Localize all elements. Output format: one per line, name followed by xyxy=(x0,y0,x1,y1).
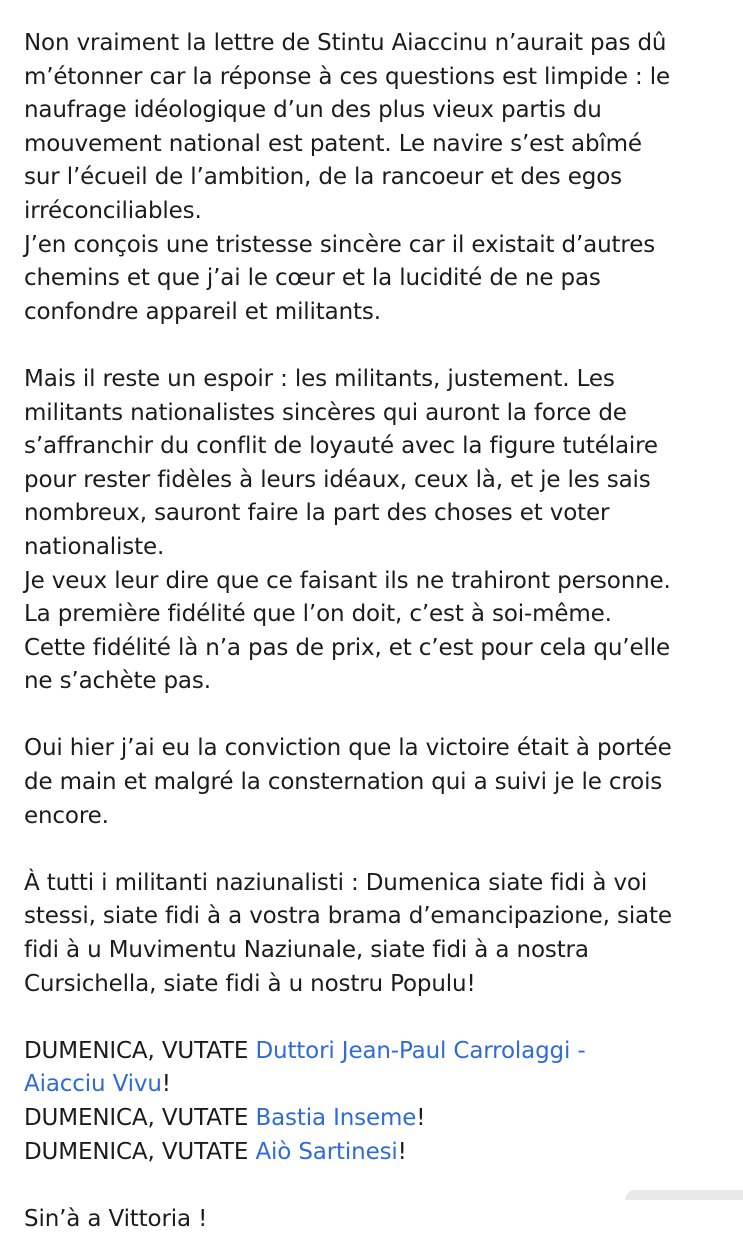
paragraph-4 xyxy=(24,867,736,1001)
text-line: J’en conçois une tristesse sincère car il existait d’autres xyxy=(24,231,656,258)
vote-call-suffix: ! xyxy=(161,1071,171,1098)
text-line: Oui hier j’ai eu la conviction que la victoire était à portée xyxy=(24,735,672,762)
paragraph-gap xyxy=(24,1001,736,1035)
vote-call-line xyxy=(24,1035,736,1069)
text-line: À tutti i militanti naziunalisti : Dumenica siate fidi à voi xyxy=(24,869,648,896)
paragraph-gap xyxy=(24,833,736,867)
text-line: s’affranchir du conflit de loyauté avec la figure tutélaire xyxy=(24,433,658,460)
vote-call-line xyxy=(24,1068,736,1102)
mention-link-aiacciu-vivu[interactable]: Aiacciu Vivu xyxy=(24,1071,162,1098)
text-line: fidi à u Muvimentu Naziunale, siate fidi à a nostra xyxy=(24,937,589,964)
text-line: m’étonner car la réponse à ces questions est limpide : le xyxy=(24,63,671,90)
text-line: La première fidélité que l’on doit, c’est à soi-même. xyxy=(24,601,612,628)
text-line: militants nationalistes sincères qui auront la force de xyxy=(24,399,627,426)
vote-call-prefix: DUMENICA, VUTATE xyxy=(24,1138,256,1165)
mention-link-carrolaggi[interactable]: Duttori Jean-Paul Carrolaggi - xyxy=(255,1037,586,1064)
text-line: sur l’écueil de l’ambition, de la rancoeur et des egos xyxy=(24,164,622,191)
text-line: Je veux leur dire que ce faisant ils ne trahiront personne. xyxy=(24,567,671,594)
text-line: pour rester fidèles à leurs idéaux, ceux là, et je les sais xyxy=(24,466,651,493)
text-line: nombreux, sauront faire la part des choses et voter xyxy=(24,500,610,527)
paragraph-gap xyxy=(24,329,736,363)
text-line: Cursichella, siate fidi à u nostru Populu! xyxy=(24,970,476,997)
text-line: nationaliste. xyxy=(24,533,165,560)
text-line: ne s’achète pas. xyxy=(24,668,211,695)
text-line: mouvement national est patent. Le navire s’est abîmé xyxy=(24,130,642,157)
vote-call-suffix: ! xyxy=(397,1138,407,1165)
paragraph-3 xyxy=(24,732,736,833)
paragraph-1 xyxy=(24,27,736,329)
bottom-edge-bar xyxy=(625,1190,743,1200)
mention-link-bastia-inseme[interactable]: Bastia Inseme xyxy=(255,1105,417,1131)
paragraph-2 xyxy=(24,363,736,699)
text-line: Non vraiment la lettre de Stintu Aiaccinu n’aurait pas dû xyxy=(24,30,667,56)
mention-link-aio-sartinesi[interactable]: Aiò Sartinesi xyxy=(255,1138,398,1165)
vote-call-suffix: ! xyxy=(416,1105,426,1131)
text-line: de main et malgré la consternation qui a suivi je le crois xyxy=(24,769,663,796)
post-body xyxy=(24,27,736,1236)
text-line: irréconciliables. xyxy=(24,197,202,224)
text-line: confondre appareil et militants. xyxy=(24,298,381,325)
text-line: Cette fidélité là n’a pas de prix, et c’est pour cela qu’elle xyxy=(24,634,670,661)
closing-line: Sin’à a Vittoria ! xyxy=(24,1205,208,1232)
text-line: naufrage idéologique d’un des plus vieux partis du xyxy=(24,97,602,124)
vote-call-prefix: DUMENICA, VUTATE xyxy=(24,1105,256,1131)
vote-calls xyxy=(24,1035,736,1169)
vote-call-line xyxy=(24,1102,736,1136)
text-line: Mais il reste un espoir : les militants, justement. Les xyxy=(24,365,615,392)
vote-call-line xyxy=(24,1136,736,1170)
text-line: chemins et que j’ai le cœur et la lucidité de ne pas xyxy=(24,265,601,292)
text-line: encore. xyxy=(24,802,109,829)
vote-call-prefix: DUMENICA, VUTATE xyxy=(24,1037,256,1064)
paragraph-gap xyxy=(24,699,736,733)
text-line: stessi, siate fidi à a vostra brama d’emancipazione, siate xyxy=(24,903,672,930)
